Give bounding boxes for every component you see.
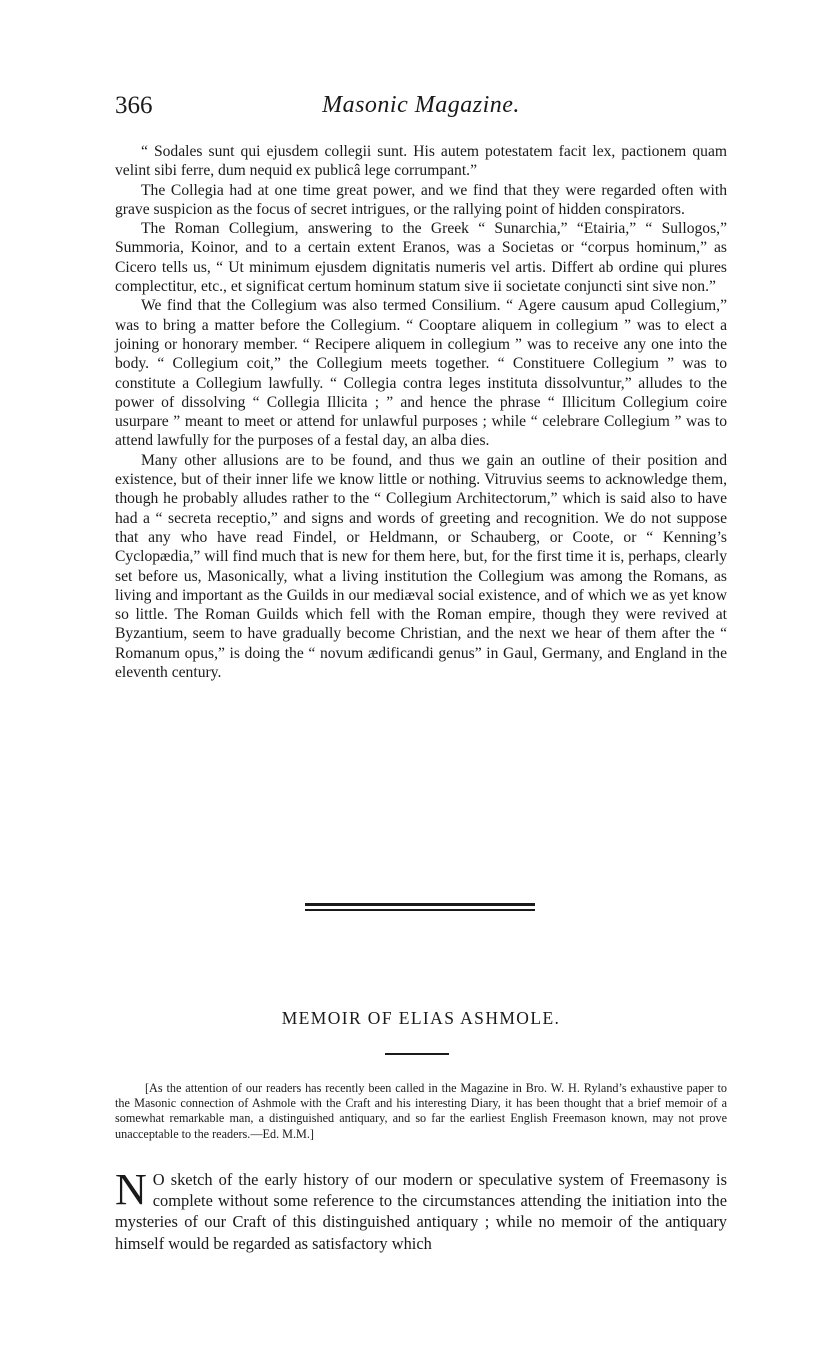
opening-paragraph <box>115 1165 727 1254</box>
memoir-opening <box>115 1165 727 1254</box>
editor-note-text: [As the attention of our readers has recently been called in the Magazine in Bro. W. H. Ryland’s exhaustive paper to the Masonic connection of Ashmole with the Craft and his interesting Diary, it has been thought that a brief memoir of a somewhat remarkable man, a distinguished antiquary, and so far the earliest English Freemason known, may not prove unacceptable to the readers.—Ed. M.M.] <box>115 1081 727 1141</box>
title-rule <box>385 1053 449 1055</box>
body-paragraph: The Roman Collegium, answering to the Greek “ Sunarchia,” “Etairia,” “ Sullogos,” Summoria, Koinor, and to a certain extent Eranos, was a Societas or “corpus hominum,” as Cicero tells us, “ Ut minimum ejusdem dignitatis numeris vel artis. Differt ab ordine qui plures complectitur, etc., et significat certum hominum statum sive ii societate conjuncti sint sive non.” <box>115 220 727 296</box>
page-header <box>115 92 727 126</box>
body-paragraph: We find that the Collegium was also termed Consilium. “ Agere causum apud Collegium,” was to bring a matter before the Collegium. “ Cooptare aliquem in collegium ” was to elect a joining or honorary member. “ Recipere aliquem in collegium ” was to receive any one into the body. “ Collegium coit,” the Collegium meets together. “ Constituere Collegium ” was to constitute a Collegium lawfully. “ Collegia contra leges instituta dissolvuntur,” alludes to the power of dissolving “ Collegia Illicita ; ” and hence the phrase “ Illicitum Collegium coire usurpare ” meant to meet or attend for unlawful purposes ; while “ celebrare Collegium ” was to attend lawfully for the purposes of a festal day, an alba dies. <box>115 297 727 450</box>
page-number: 366 <box>115 92 153 119</box>
drop-cap: N <box>115 1165 147 1214</box>
opening-text: O sketch of the early history of our modern or speculative system of Freemasony is complete without some reference to the circumstances attending the initiation into the mysteries of our Craft of this distinguished antiquary ; while no memoir of the antiquary himself would be regarded as satisfactory which <box>115 1170 727 1253</box>
running-title: Masonic Magazine. <box>322 92 520 118</box>
divider-rule-thick <box>305 903 535 906</box>
body-paragraph: The Collegia had at one time great power, and we find that they were regarded often with grave suspicion as the focus of secret intrigues, or the rallying point of hidden conspirators. <box>115 181 727 218</box>
divider-rule-thin <box>305 909 535 911</box>
editor-note <box>115 1081 727 1142</box>
body-paragraph: “ Sodales sunt qui ejusdem collegii sunt. His autem potestatem facit lex, pactionem quam velint sibi ferre, dum nequid ex publicâ lege corrumpant.” <box>115 143 727 180</box>
section-divider <box>305 903 535 911</box>
article-body <box>115 142 727 682</box>
memoir-title: MEMOIR OF ELIAS ASHMOLE. <box>281 1008 561 1028</box>
body-paragraph: Many other allusions are to be found, and thus we gain an outline of their position and existence, but of their inner life we know little or nothing. Vitruvius seems to acknowledge them, though he probably alludes rather to the “ Collegium Architectorum,” which is said also to have had a “ secreta receptio,” and signs and words of greeting and recognition. We do not suppose that any who have read Findel, or Heldmann, or Schauberg, or Coote, or “ Kenning’s Cyclopædia,” will find much that is new for them here, but, for the first time it is, perhaps, clearly set before us, Masonically, what a living institution the Collegium was among the Romans, as living and important as the Guilds in our mediæval social existence, and of which we as yet know so little. The Roman Guilds which fell with the Roman empire, though they were revived at Byzantium, seem to have gradually become Christian, and the next we hear of them after the “ Romanum opus,” is doing the “ novum ædificandi genus” in Gaul, Germany, and England in the eleventh century. <box>115 451 727 682</box>
